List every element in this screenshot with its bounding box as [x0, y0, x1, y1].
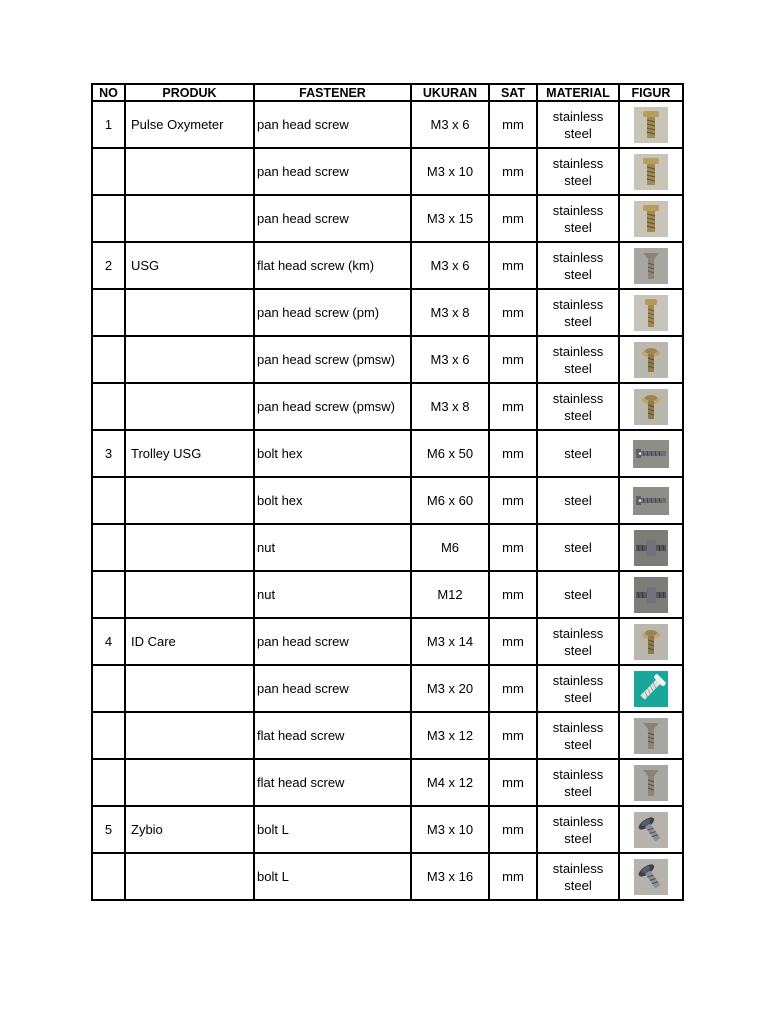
material-line: stainless: [552, 202, 604, 218]
table-row: [92, 524, 683, 571]
screw-with-washer-image: [634, 624, 668, 660]
cell-ukuran: M3 x 6: [411, 336, 489, 383]
table-row: [92, 195, 683, 242]
material-line: stainless: [552, 813, 604, 829]
cell-ukuran: M3 x 20: [411, 665, 489, 712]
table-row: [92, 618, 683, 665]
cell-ukuran: M3 x 6: [411, 101, 489, 148]
cell-produk: [125, 195, 254, 242]
cell-figur: [619, 806, 683, 853]
screw-with-washer-image: [634, 389, 668, 425]
cell-ukuran: M6 x 50: [411, 430, 489, 477]
material-line: steel: [564, 736, 592, 752]
cell-fastener: bolt L: [254, 806, 411, 853]
cell-figur: [619, 477, 683, 524]
table-row: [92, 853, 683, 900]
cell-no: [92, 853, 125, 900]
cell-sat: mm: [489, 430, 537, 477]
header-ukuran: UKURAN: [411, 84, 489, 101]
cell-sat: mm: [489, 383, 537, 430]
bolt-with-washer-image: [634, 812, 668, 848]
header-figur: FIGUR: [619, 84, 683, 101]
cell-ukuran: M3 x 8: [411, 383, 489, 430]
cell-no: [92, 289, 125, 336]
cell-ukuran: M3 x 8: [411, 289, 489, 336]
material-line: steel: [564, 540, 592, 555]
flat-head-screw-image: [634, 765, 668, 801]
screw-on-teal-background-image: [634, 671, 668, 707]
cell-figur: [619, 712, 683, 759]
material-line: steel: [564, 360, 592, 376]
cell-produk: Zybio: [125, 806, 254, 853]
cell-no: 1: [92, 101, 125, 148]
cell-material: [537, 383, 619, 430]
cell-sat: mm: [489, 195, 537, 242]
cell-no: 3: [92, 430, 125, 477]
material-line: steel: [564, 313, 592, 329]
cell-no: 5: [92, 806, 125, 853]
table-row: [92, 712, 683, 759]
cell-no: [92, 383, 125, 430]
cell-fastener: bolt hex: [254, 430, 411, 477]
material-line: steel: [564, 446, 592, 461]
cell-ukuran: M3 x 10: [411, 148, 489, 195]
cell-fastener: pan head screw (pm): [254, 289, 411, 336]
brass-pan-head-screw-image: [634, 107, 668, 143]
cell-no: [92, 195, 125, 242]
table-row: [92, 806, 683, 853]
cell-produk: [125, 148, 254, 195]
table-row: [92, 571, 683, 618]
header-row: [92, 84, 683, 101]
cell-sat: mm: [489, 524, 537, 571]
cell-produk: [125, 759, 254, 806]
bolt-with-washer-image: [634, 859, 668, 895]
cell-figur: [619, 242, 683, 289]
cell-figur: [619, 336, 683, 383]
cell-figur: [619, 853, 683, 900]
fastener-table: [91, 83, 684, 901]
cell-material: [537, 242, 619, 289]
material-line: steel: [564, 877, 592, 893]
cell-ukuran: M6: [411, 524, 489, 571]
cell-produk: [125, 477, 254, 524]
header-no: NO: [92, 84, 125, 101]
cell-fastener: flat head screw: [254, 712, 411, 759]
material-line: steel: [564, 407, 592, 423]
cell-material: [537, 195, 619, 242]
material-line: stainless: [552, 296, 604, 312]
pan-head-screw-image: [634, 295, 668, 331]
cell-sat: mm: [489, 571, 537, 618]
table-row: [92, 242, 683, 289]
table-row: [92, 383, 683, 430]
cell-fastener: pan head screw (pmsw): [254, 336, 411, 383]
cell-produk: [125, 289, 254, 336]
cell-no: [92, 571, 125, 618]
brass-pan-head-screw-image: [634, 154, 668, 190]
cell-material: [537, 712, 619, 759]
table-body: [92, 101, 683, 900]
hex-nut-on-rod-image: [634, 577, 668, 613]
cell-fastener: pan head screw (pmsw): [254, 383, 411, 430]
cell-sat: mm: [489, 289, 537, 336]
hex-bolt-image: [633, 440, 669, 468]
cell-fastener: bolt L: [254, 853, 411, 900]
hex-bolt-image: [633, 487, 669, 515]
cell-figur: [619, 759, 683, 806]
cell-figur: [619, 618, 683, 665]
cell-figur: [619, 101, 683, 148]
screw-with-washer-image: [634, 342, 668, 378]
material-line: stainless: [552, 766, 604, 782]
material-line: stainless: [552, 155, 604, 171]
cell-sat: mm: [489, 101, 537, 148]
table-row: [92, 336, 683, 383]
cell-figur: [619, 195, 683, 242]
cell-sat: mm: [489, 806, 537, 853]
cell-produk: USG: [125, 242, 254, 289]
table-row: [92, 148, 683, 195]
cell-material: [537, 806, 619, 853]
material-line: steel: [564, 266, 592, 282]
cell-material: [537, 289, 619, 336]
cell-material: [537, 101, 619, 148]
table-row: [92, 665, 683, 712]
cell-sat: mm: [489, 665, 537, 712]
material-line: stainless: [552, 390, 604, 406]
material-line: steel: [564, 219, 592, 235]
material-line: stainless: [552, 860, 604, 876]
cell-sat: mm: [489, 336, 537, 383]
cell-material: [537, 665, 619, 712]
cell-material: [537, 336, 619, 383]
cell-fastener: flat head screw: [254, 759, 411, 806]
header-produk: PRODUK: [125, 84, 254, 101]
cell-material: [537, 853, 619, 900]
material-line: steel: [564, 587, 592, 602]
material-line: steel: [564, 172, 592, 188]
cell-sat: mm: [489, 477, 537, 524]
cell-no: [92, 759, 125, 806]
flat-head-screw-image: [634, 248, 668, 284]
material-line: stainless: [552, 719, 604, 735]
cell-figur: [619, 289, 683, 336]
cell-no: [92, 336, 125, 383]
cell-ukuran: M3 x 10: [411, 806, 489, 853]
material-line: stainless: [552, 249, 604, 265]
cell-fastener: pan head screw: [254, 148, 411, 195]
cell-produk: [125, 524, 254, 571]
material-line: steel: [564, 689, 592, 705]
table-row: [92, 477, 683, 524]
cell-ukuran: M3 x 14: [411, 618, 489, 665]
brass-pan-head-screw-image: [634, 201, 668, 237]
cell-figur: [619, 430, 683, 477]
cell-sat: mm: [489, 242, 537, 289]
cell-ukuran: M3 x 16: [411, 853, 489, 900]
cell-produk: [125, 571, 254, 618]
cell-ukuran: M3 x 6: [411, 242, 489, 289]
cell-material: [537, 430, 619, 477]
cell-produk: [125, 665, 254, 712]
cell-sat: mm: [489, 759, 537, 806]
cell-ukuran: M3 x 15: [411, 195, 489, 242]
cell-produk: Pulse Oxymeter: [125, 101, 254, 148]
cell-produk: [125, 853, 254, 900]
material-line: steel: [564, 493, 592, 508]
material-line: steel: [564, 642, 592, 658]
material-line: stainless: [552, 672, 604, 688]
cell-fastener: flat head screw (km): [254, 242, 411, 289]
material-line: stainless: [552, 625, 604, 641]
cell-no: [92, 148, 125, 195]
table-row: [92, 101, 683, 148]
cell-figur: [619, 148, 683, 195]
header-material: MATERIAL: [537, 84, 619, 101]
cell-sat: mm: [489, 712, 537, 759]
cell-fastener: pan head screw: [254, 665, 411, 712]
cell-sat: mm: [489, 853, 537, 900]
cell-fastener: pan head screw: [254, 618, 411, 665]
material-line: steel: [564, 125, 592, 141]
cell-sat: mm: [489, 148, 537, 195]
cell-ukuran: M3 x 12: [411, 712, 489, 759]
cell-material: [537, 524, 619, 571]
cell-material: [537, 571, 619, 618]
material-line: stainless: [552, 108, 604, 124]
cell-figur: [619, 571, 683, 618]
flat-head-screw-image: [634, 718, 668, 754]
cell-material: [537, 477, 619, 524]
cell-ukuran: M6 x 60: [411, 477, 489, 524]
cell-fastener: nut: [254, 524, 411, 571]
cell-figur: [619, 665, 683, 712]
header-sat: SAT: [489, 84, 537, 101]
cell-produk: [125, 712, 254, 759]
cell-fastener: pan head screw: [254, 101, 411, 148]
material-line: steel: [564, 830, 592, 846]
cell-fastener: pan head screw: [254, 195, 411, 242]
cell-no: [92, 712, 125, 759]
cell-ukuran: M12: [411, 571, 489, 618]
cell-material: [537, 148, 619, 195]
hex-nut-on-rod-image: [634, 530, 668, 566]
table-row: [92, 430, 683, 477]
cell-ukuran: M4 x 12: [411, 759, 489, 806]
material-line: stainless: [552, 343, 604, 359]
cell-no: 4: [92, 618, 125, 665]
cell-no: [92, 524, 125, 571]
table-row: [92, 759, 683, 806]
table-row: [92, 289, 683, 336]
cell-no: [92, 665, 125, 712]
cell-material: [537, 759, 619, 806]
cell-material: [537, 618, 619, 665]
cell-no: 2: [92, 242, 125, 289]
cell-fastener: nut: [254, 571, 411, 618]
cell-no: [92, 477, 125, 524]
cell-produk: [125, 336, 254, 383]
cell-sat: mm: [489, 618, 537, 665]
cell-produk: [125, 383, 254, 430]
cell-figur: [619, 524, 683, 571]
cell-produk: ID Care: [125, 618, 254, 665]
material-line: steel: [564, 783, 592, 799]
cell-fastener: bolt hex: [254, 477, 411, 524]
cell-produk: Trolley USG: [125, 430, 254, 477]
cell-figur: [619, 383, 683, 430]
header-fastener: FASTENER: [254, 84, 411, 101]
